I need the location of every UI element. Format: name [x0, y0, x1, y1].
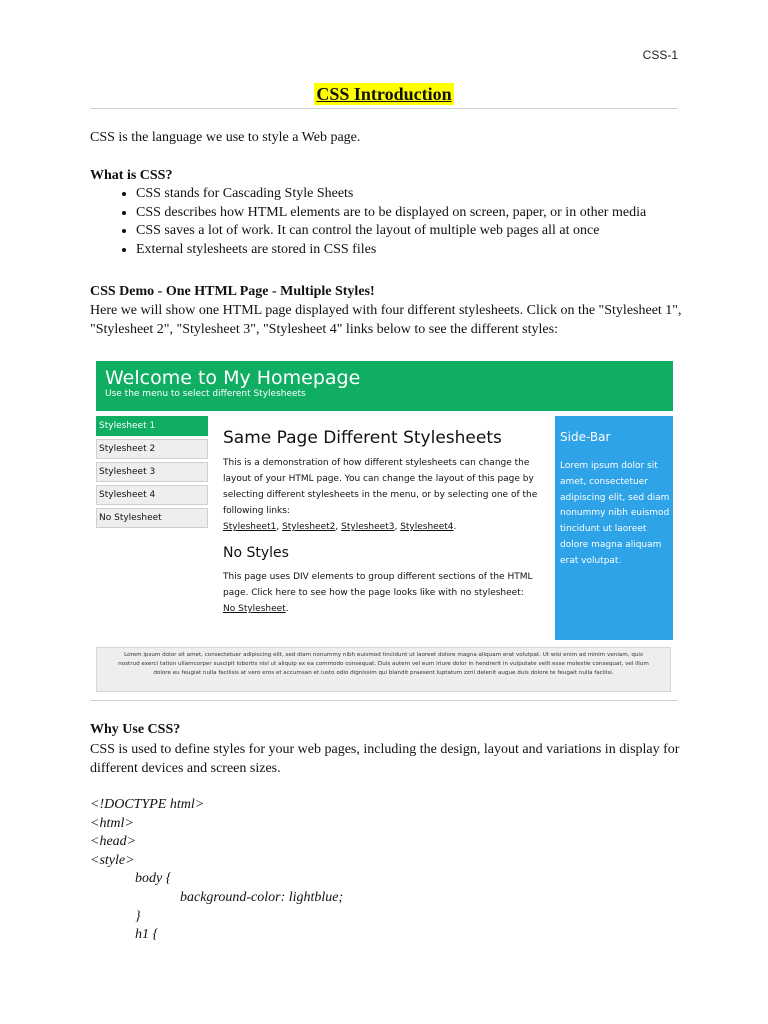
demo-main-text: This is a demonstration of how different stylesheets can change the layout of your HTML page. You can change the layout of this page by selecting different stylesheets in the menu, or by selecting one of the following links: Stylesheet1, Stylesheet2, Stylesheet3, Stylesheet4.	[223, 458, 538, 532]
menu-item-stylesheet-1[interactable]: Stylesheet 1	[96, 416, 208, 436]
what-is-list	[90, 185, 646, 259]
page-number: CSS-1	[642, 48, 678, 62]
code-sample	[90, 796, 343, 945]
demo-screenshot	[96, 361, 673, 694]
what-is-heading: What is CSS?	[90, 168, 173, 183]
sidebar-title: Side-Bar	[560, 430, 611, 444]
demo-menu	[96, 416, 208, 531]
list-item: • CSS describes how HTML elements are to be displayed on screen, paper, or in other media	[136, 204, 646, 223]
why-use-text: CSS is used to define styles for your web pages, including the design, layout and variations in display for different devices and screen sizes.	[90, 742, 680, 776]
demo-main-heading: Same Page Different Stylesheets	[223, 428, 502, 448]
demo-header-title: Welcome to My Homepage	[105, 367, 361, 389]
code-line: <style>	[90, 852, 135, 868]
no-styles-text: This page uses DIV elements to group different sections of the HTML page. Click here to see how the page looks like with no stylesheet: No Stylesheet.	[223, 572, 533, 614]
code-line: body {	[135, 871, 172, 887]
code-line: <!DOCTYPE html>	[90, 797, 205, 812]
stylesheet-link-3[interactable]: Stylesheet3	[341, 522, 395, 532]
code-line: }	[135, 908, 141, 924]
menu-item-stylesheet-2[interactable]: Stylesheet 2	[96, 439, 208, 459]
demo-divider	[90, 700, 678, 701]
page-title: CSS Introduction	[316, 84, 452, 104]
stylesheet-link-2[interactable]: Stylesheet2	[282, 522, 336, 532]
stylesheet-link-1[interactable]: Stylesheet1	[223, 522, 277, 532]
intro-text: CSS is the language we use to style a Web page.	[90, 130, 361, 145]
no-stylesheet-link[interactable]: No Stylesheet	[223, 604, 286, 614]
demo-main-content	[223, 427, 543, 617]
demo-header	[96, 361, 673, 411]
menu-item-stylesheet-3[interactable]: Stylesheet 3	[96, 462, 208, 482]
code-line: <head>	[90, 834, 137, 850]
demo-footer	[96, 647, 671, 692]
menu-item-no-stylesheet[interactable]: No Stylesheet	[96, 508, 208, 528]
title-divider	[90, 108, 678, 109]
demo-sidebar	[555, 416, 673, 640]
demo-header-subtitle: Use the menu to select different Stylesheets	[105, 389, 306, 399]
list-item: • CSS stands for Cascading Style Sheets	[136, 185, 646, 204]
footer-text: Lorem ipsum dolor sit amet, consectetuer adipiscing elit, sed diam nonummy nibh euismod tincidunt ut laoreet dolore magna aliquam erat volutpat. Ut wisi enim ad minim veniam, quis nostrud exerci tation ullamcorper suscipit lobortis nisl ut aliquip ex ea commodo consequat. Duis autem vel eum iriure dolor in hendrerit in vulputate velit esse molestie consequat, vel illum dolore eu feugiat nulla facilisis at vero eros et accumsan et iusto odio dignissim qui blandit praesent luptatum zzril delenit augue duis dolore te feugait nulla facilisi.	[118, 652, 649, 676]
list-item: • CSS saves a lot of work. It can control the layout of multiple web pages all at once	[136, 222, 646, 241]
code-line: background-color: lightblue;	[180, 889, 344, 905]
code-line: h1 {	[135, 927, 159, 943]
demo-section-heading: CSS Demo - One HTML Page - Multiple Styles!	[90, 284, 375, 299]
stylesheet-link-4[interactable]: Stylesheet4	[400, 522, 454, 532]
menu-item-stylesheet-4[interactable]: Stylesheet 4	[96, 485, 208, 505]
demo-section-text: Here we will show one HTML page displayed with four different stylesheets. Click on the "Stylesheet 1", "Stylesheet 2", "Stylesheet 3", "Stylesheet 4" links below to see the different styles:	[90, 303, 682, 337]
sidebar-text: Lorem ipsum dolor sit amet, consectetuer adipiscing elit, sed diam nonummy nibh euismod tincidunt ut laoreet dolore magna aliquam erat volutpat.	[560, 461, 670, 566]
no-styles-heading: No Styles	[223, 545, 289, 561]
code-line: <html>	[90, 815, 134, 831]
list-item: • External stylesheets are stored in CSS files	[136, 241, 646, 260]
why-use-heading: Why Use CSS?	[90, 722, 181, 737]
